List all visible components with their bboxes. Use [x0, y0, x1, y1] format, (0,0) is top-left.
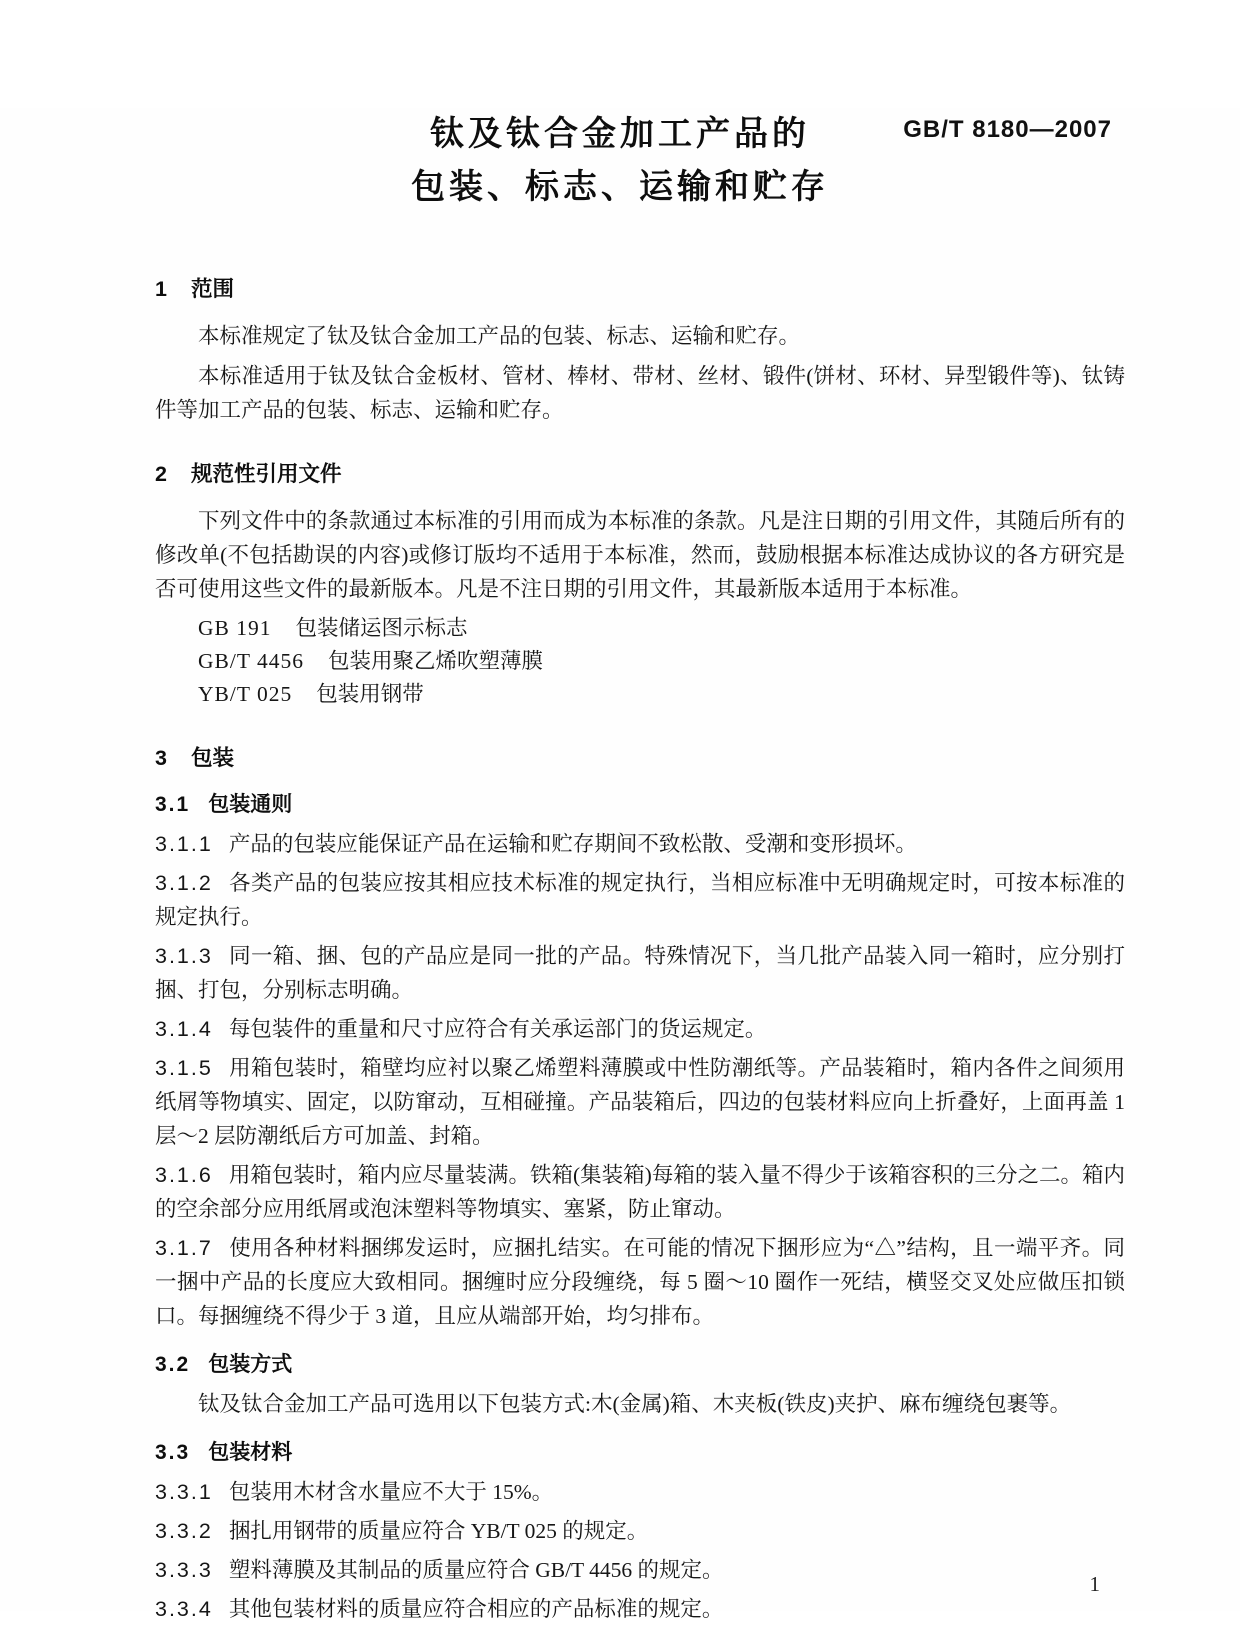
reference-item	[198, 612, 1125, 645]
reference-name: 包装用钢带	[316, 682, 424, 706]
clause-text: 产品的包装应能保证产品在运输和贮存期间不致松散、受潮和变形损坏。	[228, 832, 917, 856]
subsection-number: 3.2	[155, 1353, 191, 1376]
standard-number: GB/T 8180—2007	[903, 116, 1112, 143]
reference-code: GB/T 4456	[198, 649, 304, 673]
clause-text: 同一箱、捆、包的产品应是同一批的产品。特殊情况下，当几批产品装入同一箱时，应分别打捆、打包，分别标志明确。	[155, 944, 1125, 1002]
clause-text: 其他包装材料的质量应符合相应的产品标准的规定。	[228, 1597, 724, 1621]
clause-number: 3.1.4	[155, 1017, 213, 1041]
clause-number: 3.1.7	[155, 1236, 213, 1260]
clause	[155, 939, 1125, 1007]
reference-code: YB/T 025	[198, 682, 293, 706]
section-number: 3	[155, 746, 169, 770]
reference-name: 包装用聚乙烯吹塑薄膜	[327, 649, 543, 673]
paragraph: 钛及钛合金加工产品可选用以下包装方式:木(金属)箱、木夹板(铁皮)夹护、麻布缠绕包裹等。	[198, 1392, 1072, 1416]
subsection-number: 3.3	[155, 1441, 191, 1464]
title-line-1: 钛及钛合金加工产品的	[430, 115, 810, 153]
clause	[155, 827, 1125, 861]
title-line-2: 包装、标志、运输和贮存	[411, 168, 829, 206]
subsection-title: 包装材料	[208, 1441, 293, 1464]
clause-number: 3.3.4	[155, 1597, 213, 1621]
clause	[155, 1592, 1125, 1626]
document-page	[0, 108, 1240, 1621]
paragraph: 本标准规定了钛及钛合金加工产品的包装、标志、运输和贮存。	[198, 324, 801, 348]
reference-name: 包装储运图示标志	[295, 616, 468, 640]
section-3-heading	[155, 741, 1125, 772]
clause	[155, 866, 1125, 934]
clause-number: 3.1.3	[155, 944, 213, 968]
clause-text: 包装用木材含水量应不大于 15%。	[228, 1480, 554, 1504]
clause-number: 3.1.1	[155, 832, 213, 856]
section-number: 1	[155, 277, 169, 301]
reference-code: GB 191	[198, 616, 272, 640]
clause-number: 3.1.6	[155, 1163, 213, 1187]
clause	[155, 1012, 1125, 1046]
subsection-title: 包装通则	[208, 793, 293, 816]
clause-text: 各类产品的包装应按其相应技术标准的规定执行，当相应标准中无明确规定时，可按本标准的规定执行。	[155, 871, 1125, 929]
section-title: 包装	[190, 746, 234, 770]
clause-text: 捆扎用钢带的质量应符合 YB/T 025 的规定。	[228, 1519, 649, 1543]
clause-number: 3.3.1	[155, 1480, 213, 1504]
paragraph: 下列文件中的条款通过本标准的引用而成为本标准的条款。凡是注日期的引用文件，其随后所有的修改单(不包括勘误的内容)或修订版均不适用于本标准，然而，鼓励根据本标准达成协议的各方研究是否可使用这些文件的最新版本。凡是不注日期的引用文件，其最新版本适用于本标准。	[155, 509, 1125, 601]
clause-text: 塑料薄膜及其制品的质量应符合 GB/T 4456 的规定。	[228, 1558, 724, 1582]
clause-text: 使用各种材料捆绑发运时，应捆扎结实。在可能的情况下捆形应为“△”结构，且一端平齐。同一捆中产品的长度应大致相同。捆缠时应分段缠绕，每 5 圈～10 圈作一死结，横竖交叉处应做压扣锁口。每捆缠绕不得少于 3 道，且应从端部开始，均匀排布。	[155, 1236, 1125, 1328]
section-1-heading	[155, 272, 1125, 303]
clause	[155, 1514, 1125, 1548]
clause-number: 3.1.2	[155, 871, 213, 895]
clause-number: 3.3.3	[155, 1558, 213, 1582]
subsection-number: 3.1	[155, 793, 191, 816]
subsection-3-2-heading	[155, 1348, 1125, 1378]
reference-item	[198, 645, 1125, 678]
page-number: 1	[1089, 1572, 1100, 1596]
clause-text: 每包装件的重量和尺寸应符合有关承运部门的货运规定。	[228, 1017, 767, 1041]
section-title: 规范性引用文件	[190, 462, 342, 486]
clause	[155, 1231, 1125, 1333]
subsection-3-3-heading	[155, 1436, 1125, 1466]
clause-text: 用箱包装时，箱壁均应衬以聚乙烯塑料薄膜或中性防潮纸等。产品装箱时，箱内各件之间须用纸屑等物填实、固定，以防窜动，互相碰撞。产品装箱后，四边的包装材料应向上折叠好，上面再盖 1 层～2 层防潮纸后方可加盖、封箱。	[155, 1056, 1125, 1148]
clause	[155, 1158, 1125, 1226]
clause	[155, 1475, 1125, 1509]
clause	[155, 1553, 1125, 1587]
subsection-3-1-heading	[155, 788, 1125, 818]
section-title: 范围	[190, 277, 234, 301]
clause	[155, 1051, 1125, 1153]
paragraph: 本标准适用于钛及钛合金板材、管材、棒材、带材、丝材、锻件(饼材、环材、异型锻件等)、钛铸件等加工产品的包装、标志、运输和贮存。	[155, 364, 1125, 422]
clause-number: 3.1.5	[155, 1056, 213, 1080]
clause-number: 3.3.2	[155, 1519, 213, 1543]
reference-item	[198, 678, 1125, 711]
document-body	[155, 272, 1125, 1626]
subsection-title: 包装方式	[208, 1353, 293, 1376]
section-number: 2	[155, 462, 169, 486]
clause-text: 用箱包装时，箱内应尽量装满。铁箱(集装箱)每箱的装入量不得少于该箱容积的三分之二。箱内的空余部分应用纸屑或泡沫塑料等物填实、塞紧，防止窜动。	[155, 1163, 1125, 1221]
section-2-heading	[155, 457, 1125, 488]
